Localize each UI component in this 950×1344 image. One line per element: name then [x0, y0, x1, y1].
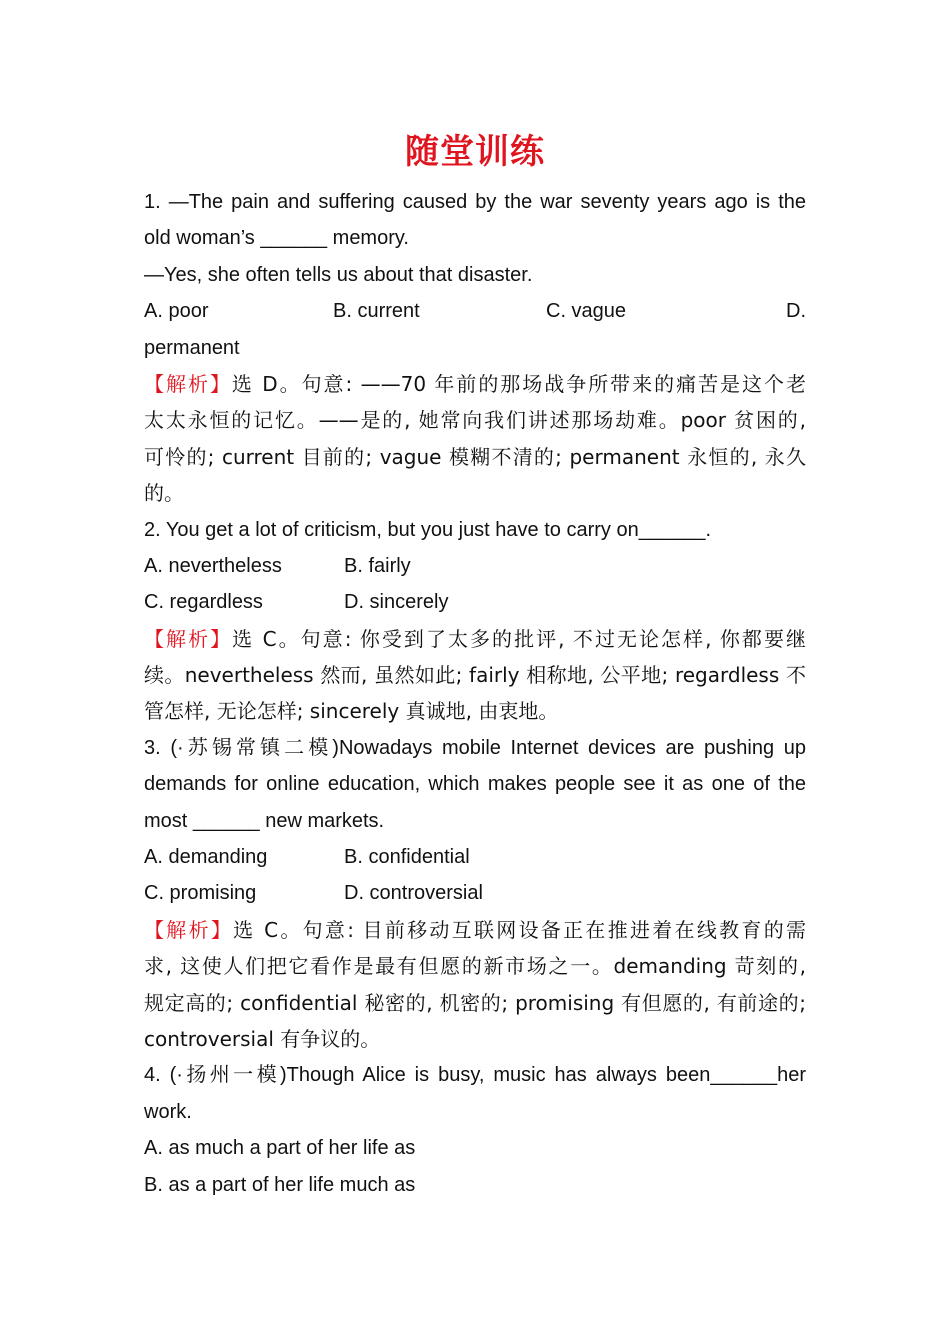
- page-title: 随堂训练: [405, 132, 545, 172]
- option-b: B. confidential: [344, 846, 470, 869]
- explanation-line: 规定高的; confidential 秘密的, 机密的; promising 有但愿的, 有前途的;: [144, 990, 806, 1015]
- explanation-line: [144, 912, 806, 948]
- question-text: —Yes, she often tells us about that disaster.: [144, 263, 533, 286]
- option-a: A. poor: [144, 300, 209, 323]
- explanation-line: 可怜的; current 目前的; vague 模糊不清的; permanent 永恒的, 永久: [144, 444, 806, 469]
- option-c: C. regardless: [144, 591, 263, 614]
- question-3: [144, 730, 806, 1058]
- option-d: D. sincerely: [344, 591, 449, 614]
- question-1: [144, 184, 806, 512]
- explanation-line: controversial 有争议的。: [144, 1026, 381, 1051]
- question-2: [144, 512, 806, 730]
- option-b: B. current: [333, 300, 420, 323]
- option-b: B. as a part of her life much as: [144, 1173, 416, 1196]
- explanation-text: 选 C。句意: 你受到了太多的批评, 不过无论怎样, 你都要继: [232, 626, 806, 651]
- option-c: C. promising: [144, 882, 257, 905]
- explanation-line: 求, 这使人们把它看作是最有但愿的新市场之一。demanding 苛刻的,: [144, 954, 806, 979]
- option-a: A. demanding: [144, 846, 268, 869]
- analysis-tag: 【解析】: [144, 371, 232, 396]
- question-text: 1. —The pain and suffering caused by the war seventy years ago is the: [144, 191, 806, 213]
- option-c: C. vague: [546, 300, 627, 323]
- option-b: B. fairly: [344, 554, 411, 577]
- explanation-line: 续。nevertheless 然而, 虽然如此; fairly 相称地, 公平地; regardless 不: [144, 663, 806, 688]
- question-list: [144, 184, 806, 1203]
- option-a: A. nevertheless: [144, 554, 282, 577]
- explanation-line: [144, 621, 806, 657]
- explanation-text: 选 C。句意: 目前移动互联网设备正在推进着在线教育的需: [233, 917, 807, 942]
- explanation-text: 选 D。句意: ——70 年前的那场战争所带来的痛苦是这个老: [231, 371, 806, 396]
- option-d: D.: [786, 300, 806, 323]
- option-row: [144, 584, 806, 620]
- question-text: 2. You get a lot of criticism, but you just have to carry on______.: [144, 518, 712, 541]
- explanation-line: [144, 366, 806, 402]
- question-text: old woman’s ______ memory.: [144, 227, 409, 250]
- option-row: [144, 548, 806, 584]
- question-text: most ______ new markets.: [144, 809, 385, 832]
- question-text: work.: [144, 1100, 192, 1123]
- analysis-tag: 【解析】: [144, 626, 233, 651]
- option-d-continued: permanent: [144, 336, 240, 359]
- analysis-tag: 【解析】: [144, 917, 234, 942]
- question-text: 4. (·扬州一模)Though Alice is busy, music has always been______her: [144, 1064, 806, 1087]
- option-row: [144, 839, 806, 875]
- option-a: A. as much a part of her life as: [144, 1137, 416, 1160]
- question-4: [144, 1057, 806, 1203]
- option-d: D. controversial: [344, 882, 483, 905]
- explanation-line: 的。: [144, 481, 184, 506]
- question-text: demands for online education, which makes people see it as one of the: [144, 773, 806, 796]
- option-row: [144, 875, 806, 911]
- explanation-line: 管怎样, 无论怎样; sincerely 真诚地, 由衷地。: [144, 699, 559, 724]
- option-row: [144, 293, 806, 329]
- explanation-line: 太太永恒的记忆。——是的, 她常向我们讲述那场劫难。poor 贫困的,: [144, 408, 806, 433]
- question-text: 3. (·苏锡常镇二模)Nowadays mobile Internet devices are pushing up: [144, 736, 806, 759]
